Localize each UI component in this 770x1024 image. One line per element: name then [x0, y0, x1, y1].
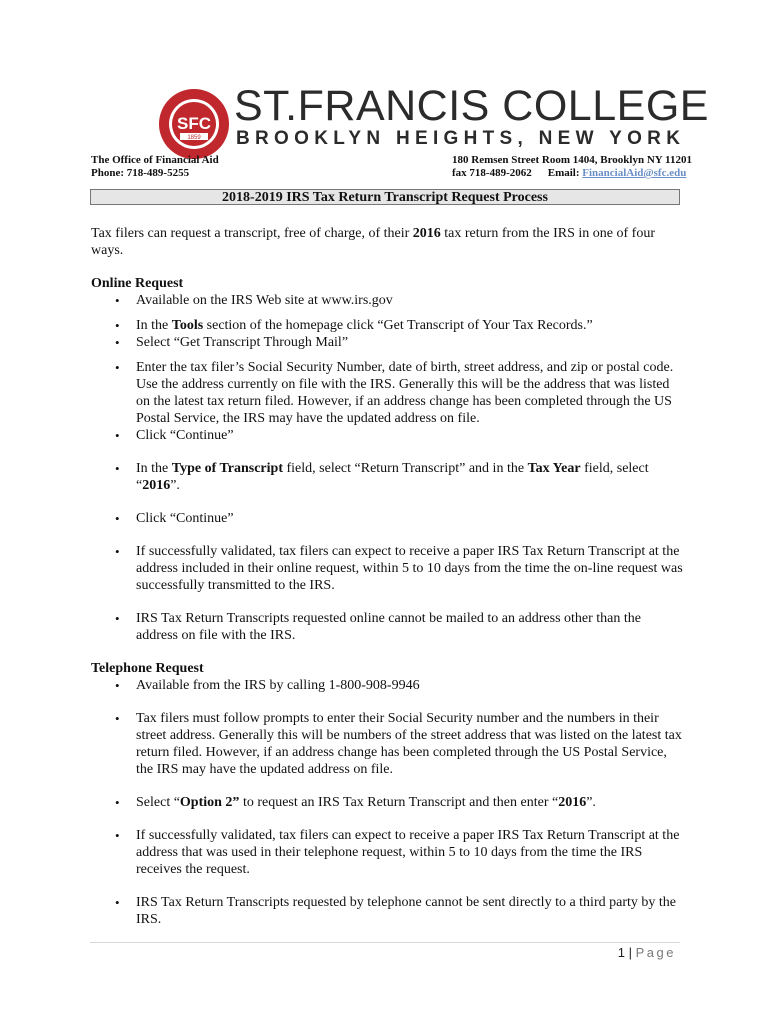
office-name: The Office of Financial Aid — [91, 154, 219, 166]
list-item: • Available from the IRS by calling 1-800-908-9946 — [91, 677, 686, 694]
list-item: • Tax filers must follow prompts to enter their Social Security number and the numbers in their street address. Generally this will be numbers of the street address that was listed on the latest tax return filed. However, if an address change has been completed through the US Postal Service, the IRS may have the updated address on file. — [91, 710, 686, 778]
office-contact — [91, 154, 219, 180]
office-fax-email — [452, 167, 692, 180]
item-text: ”. — [586, 795, 596, 810]
list-item — [91, 794, 686, 811]
footer-divider — [90, 942, 680, 943]
item-bold-text: Option 2” — [179, 795, 240, 810]
list-item: • IRS Tax Return Transcripts requested by telephone cannot be sent directly to a third party by the IRS. — [91, 894, 686, 928]
intro-text-end: tax return from the IRS in one of four ways. — [91, 226, 656, 258]
office-address: 180 Remsen Street Room 1404, Brooklyn NY 11201 — [452, 154, 692, 166]
intro-paragraph — [91, 225, 686, 259]
seal-initials: SFC — [177, 114, 211, 133]
email-label: Email: — [547, 167, 580, 179]
list-item: • Available on the IRS Web site at www.irs.gov — [91, 292, 686, 309]
item-bold-text: 2016 — [142, 478, 171, 493]
telephone-request-list — [91, 677, 686, 928]
list-item: • If successfully validated, tax filers can expect to receive a paper IRS Tax Return Transcript at the address included in their online request, within 5 to 10 days from the time the on-line request was successfully transmitted to the IRS. — [91, 543, 686, 594]
office-fax: fax 718-489-2062 — [452, 167, 532, 179]
list-item: • Click “Continue” — [91, 427, 686, 444]
college-seal-icon — [158, 88, 230, 160]
list-item: • Enter the tax filer’s Social Security Number, date of birth, street address, and zip or postal code. Use the address currently on file with the IRS. Generally this will be the address that was listed on the latest tax return filed. However, if an address change has been completed through the US Postal Service, the IRS may have the updated address on file. — [91, 359, 686, 427]
page-label: Page — [635, 945, 676, 960]
page-number — [618, 945, 676, 960]
item-text: to request an IRS Tax Return Transcript and then enter “ — [239, 795, 559, 810]
item-bold-text: Tools — [171, 318, 204, 333]
seal-year: 1859 — [187, 135, 201, 141]
list-item: • Select “Get Transcript Through Mail” — [91, 334, 686, 351]
item-text: ”. — [170, 478, 180, 493]
item-text: In the — [136, 318, 172, 333]
telephone-request-heading: Telephone Request — [91, 661, 204, 676]
item-bold-text: 2016 — [558, 795, 587, 810]
list-item: • IRS Tax Return Transcripts requested online cannot be mailed to an address other than the address on file with the IRS. — [91, 610, 686, 644]
item-text: In the — [136, 461, 172, 476]
email-link[interactable]: FinancialAid@sfc.edu — [582, 167, 687, 179]
college-location: BROOKLYN HEIGHTS, NEW YORK — [236, 128, 686, 149]
item-bold-text: Tax Year — [527, 461, 581, 476]
office-address-block — [452, 154, 692, 180]
list-item — [91, 317, 686, 334]
list-item — [91, 460, 686, 494]
item-text: field, select “Return Transcript” and in the — [283, 461, 528, 476]
online-request-list — [91, 292, 686, 644]
item-text: Select “ — [136, 795, 180, 810]
office-phone: Phone: 718-489-5255 — [91, 167, 190, 179]
online-request-heading: Online Request — [91, 276, 184, 291]
document-body — [91, 225, 686, 928]
item-text: section of the homepage click “Get Transcript of Your Tax Records.” — [203, 318, 593, 333]
list-item: • Click “Continue” — [91, 510, 686, 527]
document-title: 2018-2019 IRS Tax Return Transcript Request Process — [90, 189, 680, 205]
intro-year: 2016 — [412, 226, 441, 241]
page-separator: | — [628, 945, 632, 960]
item-text: field, select “ — [136, 461, 649, 493]
item-bold-text: Type of Transcript — [171, 461, 283, 476]
page-number-value: 1 — [617, 945, 625, 960]
list-item: • If successfully validated, tax filers can expect to receive a paper IRS Tax Return Transcript at the address that was used in their telephone request, within 5 to 10 days from the time the IRS receives the request. — [91, 827, 686, 878]
college-name: ST.FRANCIS COLLEGE — [234, 82, 709, 130]
intro-text: Tax filers can request a transcript, free of charge, of their — [91, 226, 413, 241]
